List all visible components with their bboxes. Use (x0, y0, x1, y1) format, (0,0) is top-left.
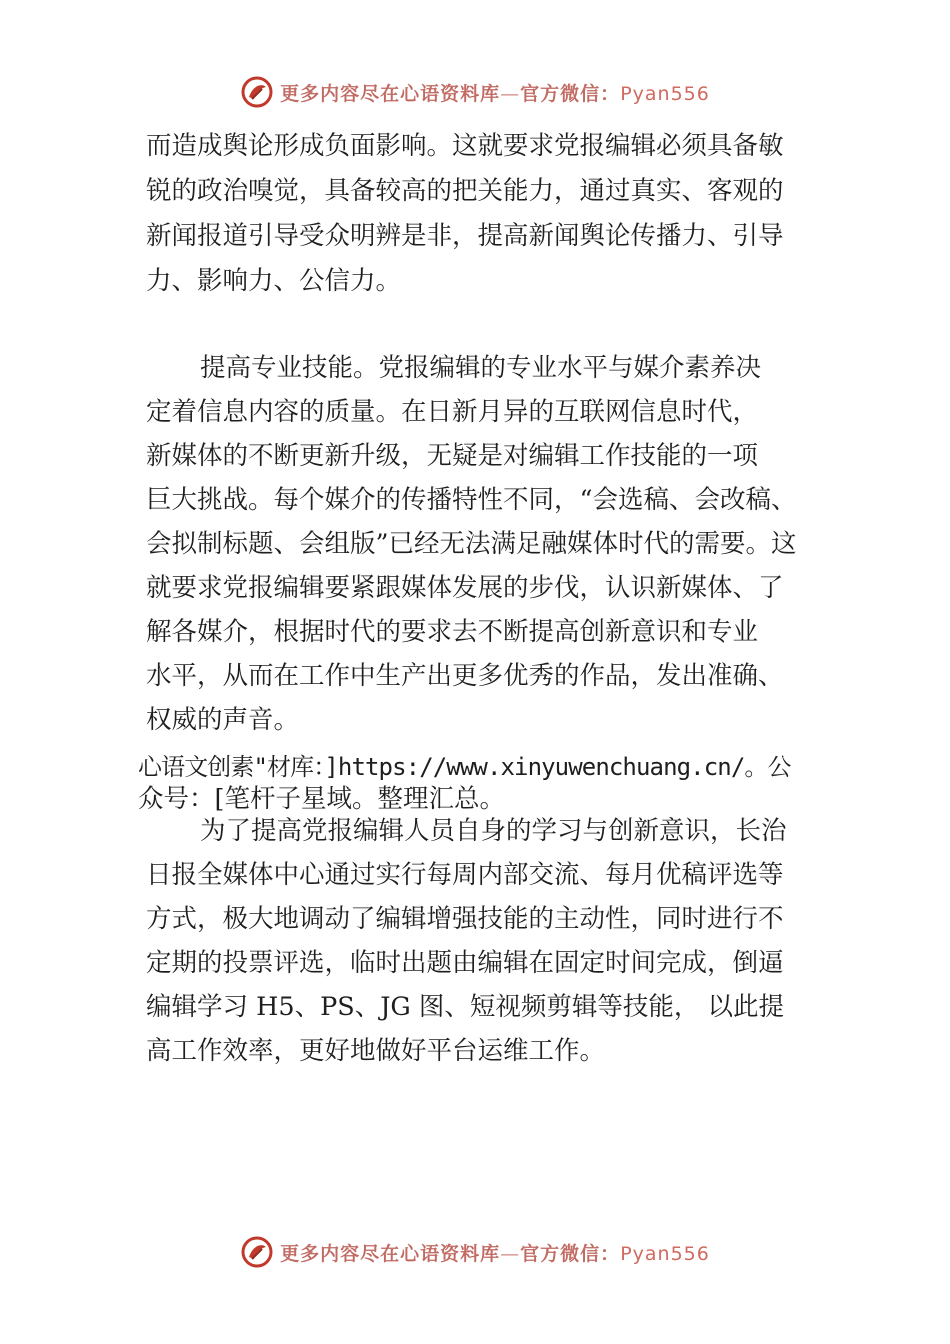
footer-wechat-id: Pyan556 (620, 1242, 710, 1265)
footer-brand: 更多内容尽在心语资料库 (280, 1242, 501, 1265)
text-line: 方式，极大地调动了编辑增强技能的主动性，同时进行不 (146, 904, 784, 934)
text-line: 定期的投票评选，临时出题由编辑在固定时间完成，倒逼 (146, 948, 784, 978)
text-line: 就要求党报编辑要紧跟媒体发展的步伐，认识新媒体、了 (146, 573, 784, 603)
text-line: 力、影响力、公信力。 (146, 266, 402, 296)
text-line: 而造成舆论形成负面影响。这就要求党报编辑必须具备敏 (146, 131, 784, 161)
text-line: 提高专业技能。党报编辑的专业水平与媒介素养决 (200, 353, 762, 383)
header-dash: — (500, 82, 521, 105)
text-line: 编辑学习 H5、PS、JG 图、短视频剪辑等技能， 以此提 (146, 992, 784, 1022)
header-banner-text (280, 79, 710, 106)
text-line: 水平，从而在工作中生产出更多优秀的作品，发出准确、 (146, 661, 784, 691)
text-line: 新媒体的不断更新升级，无疑是对编辑工作技能的一项 (146, 441, 759, 471)
text-line: 会拟制标题、会组版”已经无法满足融媒体时代的需要。这 (146, 529, 797, 559)
text-line: 定着信息内容的质量。在日新月异的互联网信息时代， (146, 397, 759, 427)
footer-banner-text (280, 1239, 710, 1266)
text-line: 为了提高党报编辑人员自身的学习与创新意识，长治 (200, 816, 787, 846)
footer-banner (0, 1232, 950, 1272)
header-wechat-label: 官方微信： (520, 82, 621, 105)
source-note-line: 众号：[笔杆子星域。整理汇总。 (138, 784, 505, 814)
logo-icon (240, 1235, 274, 1269)
logo-icon (240, 75, 274, 109)
text-line: 高工作效率，更好地做好平台运维工作。 (146, 1036, 606, 1066)
text-line: 新闻报道引导受众明辨是非，提高新闻舆论传播力、引导 (146, 221, 784, 251)
header-wechat-id: Pyan556 (620, 82, 710, 105)
source-note-line: 心语文创素"材库：]https://www.xinyuwenchuang.cn/。公 (138, 753, 791, 781)
footer-wechat-label: 官方微信： (520, 1242, 621, 1265)
text-line: 巨大挑战。每个媒介的传播特性不同，“会选稿、会改稿、 (146, 485, 797, 515)
footer-dash: — (500, 1242, 521, 1265)
text-line: 日报全媒体中心通过实行每周内部交流、每月优稿评选等 (146, 860, 784, 890)
text-line: 解各媒介，根据时代的要求去不断提高创新意识和专业 (146, 617, 759, 647)
text-line: 权威的声音。 (146, 705, 300, 735)
header-banner (0, 72, 950, 112)
text-line: 锐的政治嗅觉，具备较高的把关能力，通过真实、客观的 (146, 176, 784, 206)
header-brand: 更多内容尽在心语资料库 (280, 82, 501, 105)
